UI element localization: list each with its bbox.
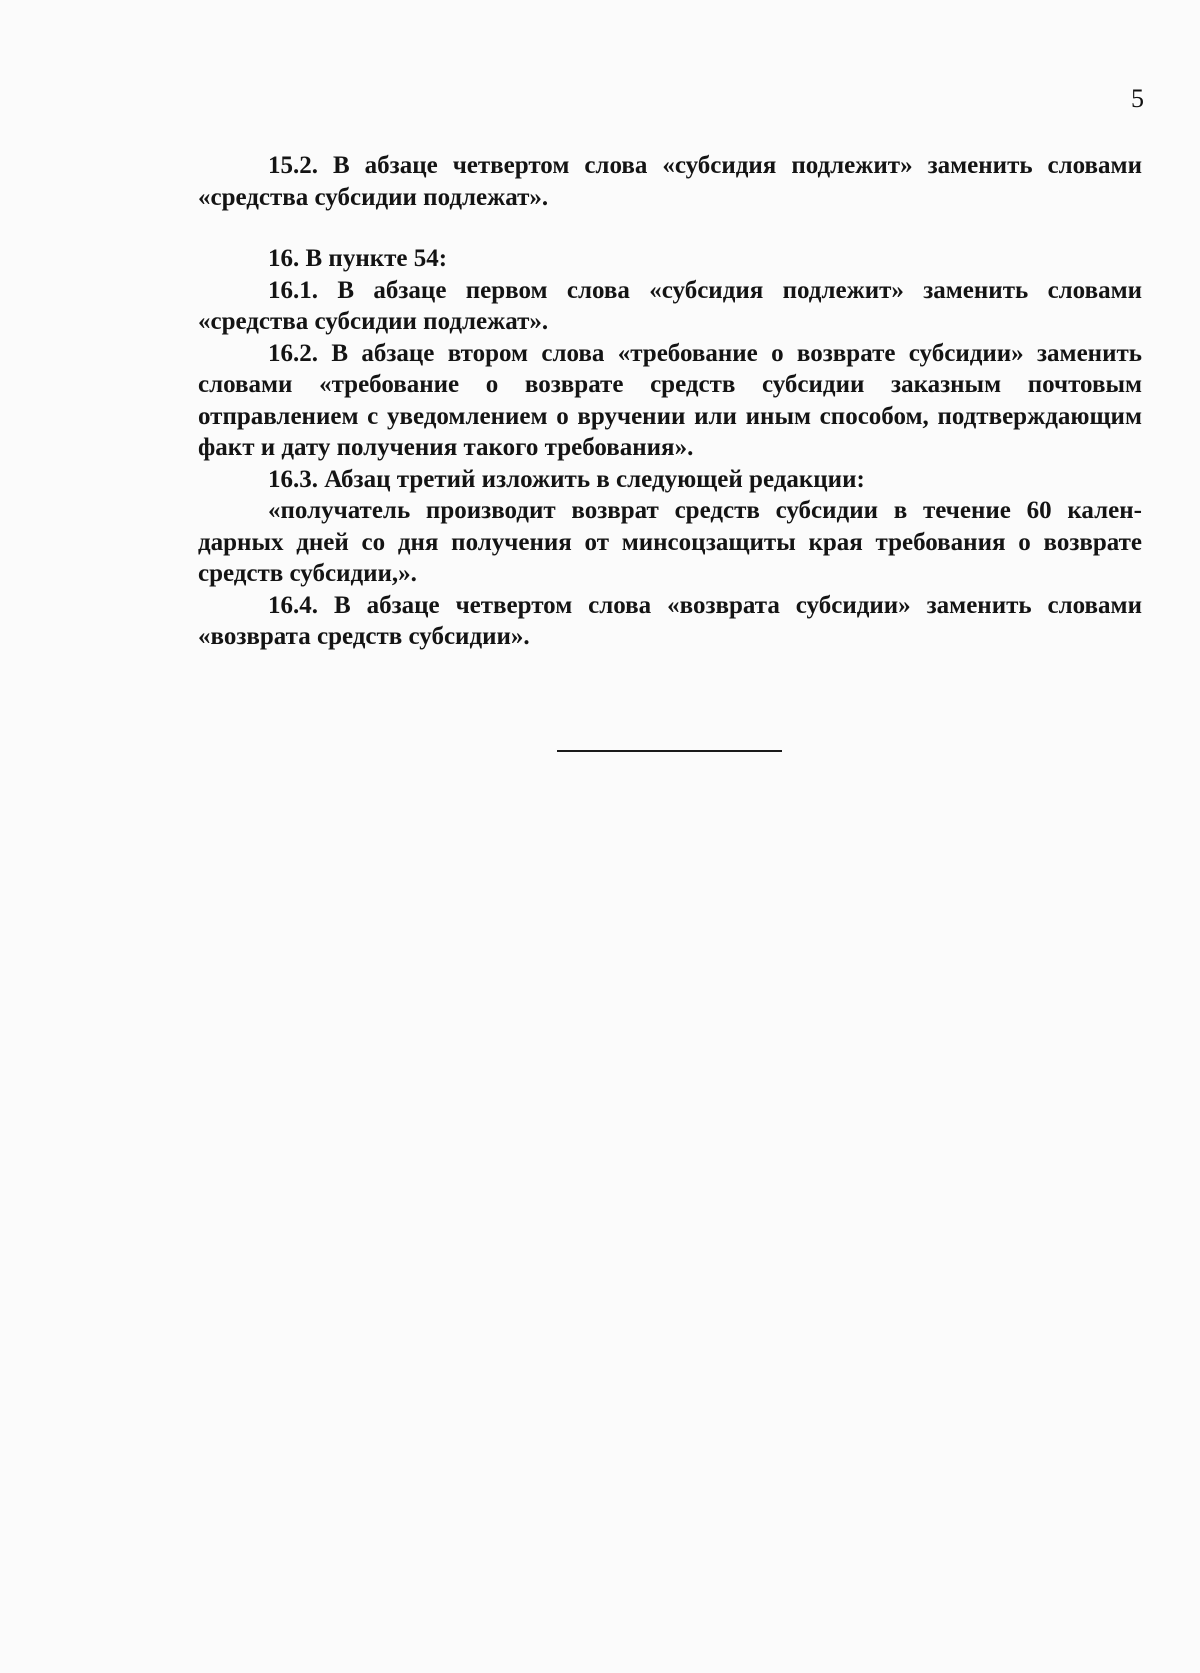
paragraph-16-3: 16.3. Абзац третий изложить в следующей редакции: [268, 465, 865, 493]
page-number: 5 [1131, 84, 1144, 113]
paragraph-16-4: 16.4. В абзаце четвертом слова «возврата субсидии» заменить словами «возврата средств субсидии». [198, 591, 1142, 650]
paragraph-15-2: 15.2. В абзаце четвертом слова «субсидия подлежит» заменить словами «средства субсидии подлежат». [198, 152, 1142, 211]
paragraph-16-1: 16.1. В абзаце первом слова «субсидия подлежит» заменить словами «средства субсидии подлежат». [198, 276, 1142, 335]
paragraph-16-3-quote: «получатель производит возврат средств субсидии в течение 60 календарных дней со дня получения от минсоцзащиты края требования о возврате средств субсидии,». [198, 497, 1142, 587]
paragraph-16-heading: 16. В пункте 54: [268, 245, 448, 272]
document-body [198, 150, 1142, 653]
paragraph-16-2: 16.2. В абзаце втором слова «требование о возврате субсидии» заменить словами «требование о возврате средств субсидии заказным почтовым отправлением с уведомлением о вручении или иным способом, подтверждающим факт и дату получения такого требования». [198, 339, 1142, 461]
end-of-document-rule [557, 750, 782, 752]
